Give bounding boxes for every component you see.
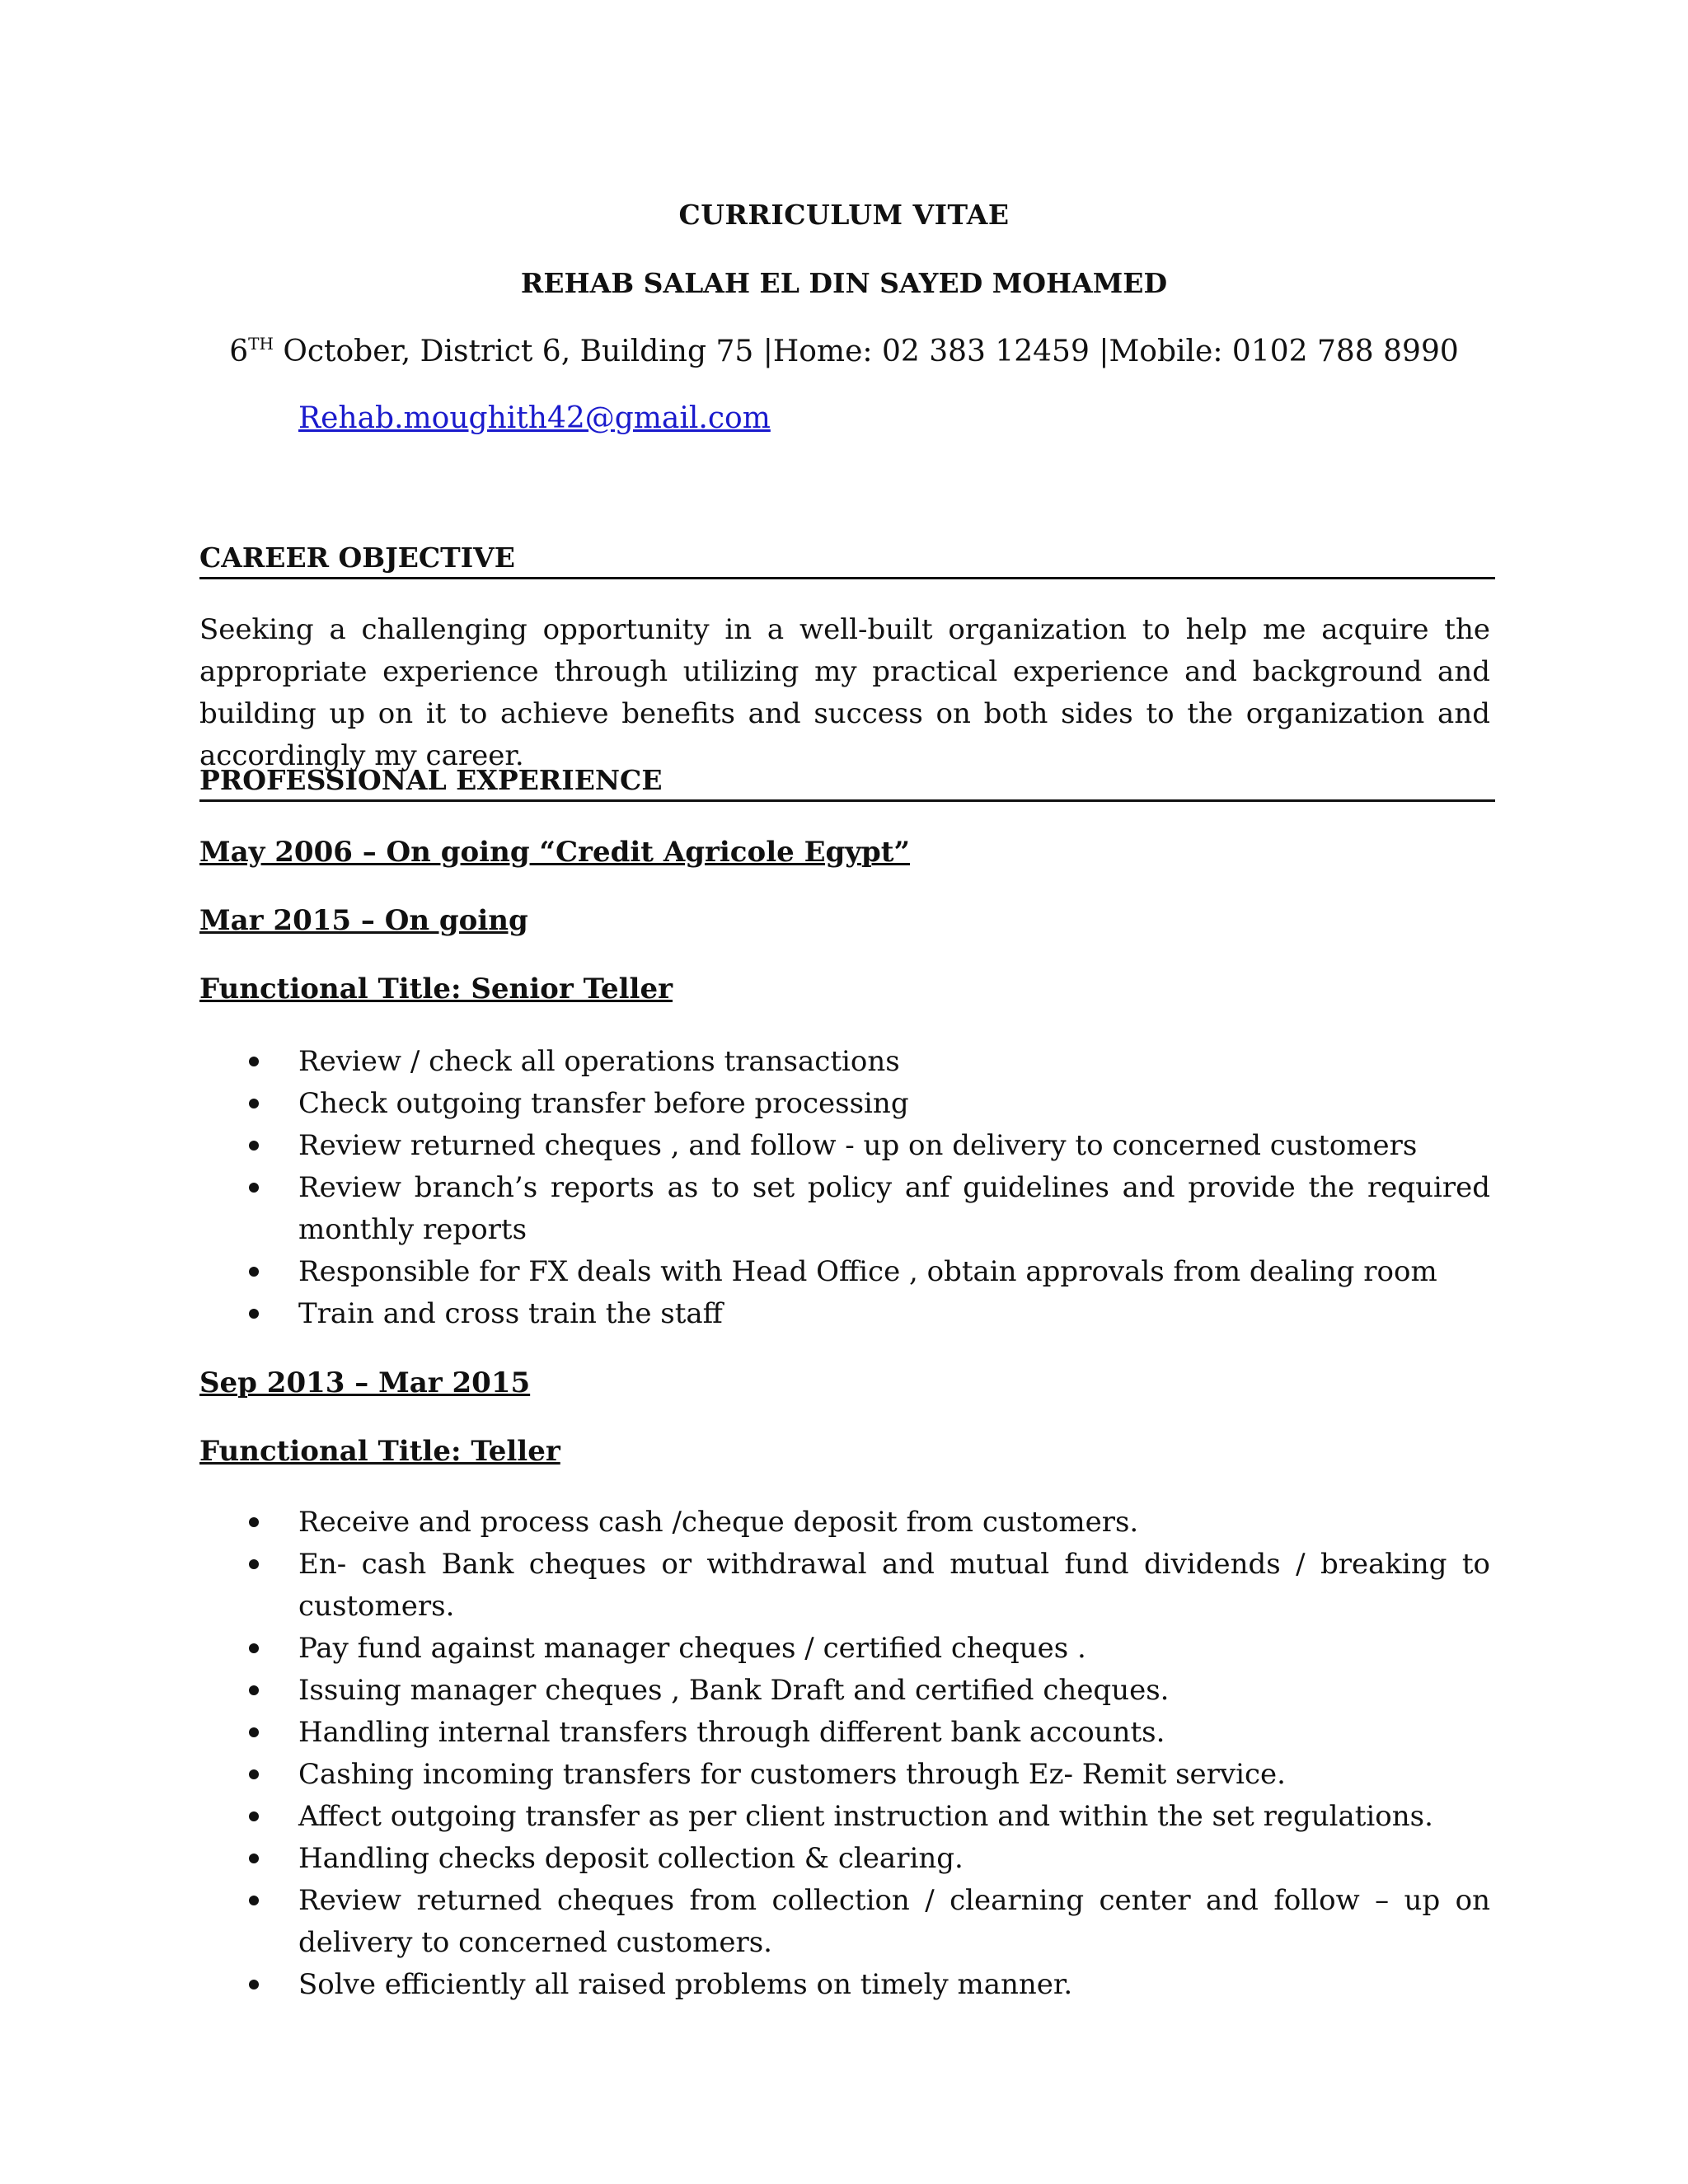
list-item — [199, 1964, 1490, 2006]
list-item-text: Cashing incoming transfers for customers through Ez- Remit service. — [298, 1758, 1286, 1791]
list-item-text: Affect outgoing transfer as per client instruction and within the set regulations. — [298, 1800, 1433, 1833]
bullet-icon — [249, 1183, 259, 1193]
list-item-text: Issuing manager cheques , Bank Draft and certified cheques. — [298, 1674, 1170, 1707]
candidate-name: REHAB SALAH EL DIN SAYED MOHAMED — [520, 267, 1168, 299]
employer-line: May 2006 – On going “Credit Agricole Egypt” — [199, 836, 911, 869]
list-item — [199, 1083, 1490, 1125]
bullet-icon — [249, 1517, 259, 1527]
list-item-text: Handling checks deposit collection & clearing. — [298, 1842, 964, 1875]
list-item-text: Train and cross train the staff — [298, 1297, 723, 1330]
senior-teller-duties-list — [199, 1041, 1490, 1335]
role-period: Sep 2013 – Mar 2015 — [199, 1366, 531, 1399]
list-item — [199, 1502, 1490, 1544]
list-item — [199, 1041, 1490, 1083]
bullet-icon — [249, 1057, 259, 1066]
bullet-icon — [249, 1811, 259, 1821]
bullet-icon — [249, 1896, 259, 1905]
list-item-text: Check outgoing transfer before processing — [298, 1087, 909, 1120]
bullet-icon — [249, 1643, 259, 1653]
list-item-text: Review / check all operations transactions — [298, 1045, 900, 1078]
bullet-icon — [249, 1309, 259, 1319]
email-link[interactable]: Rehab.moughith42@gmail.com — [298, 401, 771, 435]
list-item — [199, 1293, 1490, 1335]
bullet-icon — [249, 1685, 259, 1695]
list-item — [199, 1125, 1490, 1167]
list-item-text: Review returned cheques , and follow - up on delivery to concerned customers — [298, 1129, 1418, 1162]
bullet-icon — [249, 1854, 259, 1863]
contact-line — [0, 334, 1688, 368]
bullet-icon — [249, 1980, 259, 1990]
list-item — [199, 1754, 1490, 1796]
teller-duties-list — [199, 1502, 1490, 2006]
list-item — [199, 1628, 1490, 1670]
bullet-icon — [249, 1727, 259, 1737]
list-item-text: Responsible for FX deals with Head Office , obtain approvals from dealing room — [298, 1255, 1437, 1288]
bullet-icon — [249, 1099, 259, 1108]
career-objective-text: Seeking a challenging opportunity in a well-built organization to help me acquire the appropriate experience through utilizing my practical experience and background and building up on it to achieve benefits and success on both sides to the organization and accordingly my career. — [199, 613, 1490, 772]
professional-experience-heading: PROFESSIONAL EXPERIENCE — [199, 764, 1495, 802]
contact-prefix: 6 — [229, 335, 249, 368]
bullet-icon — [249, 1141, 259, 1151]
list-item — [199, 1796, 1490, 1838]
list-item — [199, 1544, 1490, 1628]
bullet-icon — [249, 1769, 259, 1779]
list-item — [199, 1838, 1490, 1880]
list-item-text: Solve efficiently all raised problems on timely manner. — [298, 1968, 1073, 2001]
list-item — [199, 1712, 1490, 1754]
document-title: CURRICULUM VITAE — [678, 199, 1010, 231]
list-item — [199, 1880, 1490, 1964]
role-title: Functional Title: Senior Teller — [199, 972, 673, 1005]
role-period: Mar 2015 – On going — [199, 904, 528, 937]
list-item-text: En- cash Bank cheques or withdrawal and mutual fund dividends / breaking to customers. — [298, 1548, 1490, 1623]
role-title: Functional Title: Teller — [199, 1435, 560, 1468]
career-objective-heading: CAREER OBJECTIVE — [199, 541, 1495, 579]
list-item-text: Handling internal transfers through different bank accounts. — [298, 1716, 1165, 1749]
list-item-text: Receive and process cash /cheque deposit from customers. — [298, 1506, 1139, 1539]
bullet-icon — [249, 1559, 259, 1569]
list-item — [199, 1670, 1490, 1712]
bullet-icon — [249, 1267, 259, 1277]
list-item-text: Pay fund against manager cheques / certified cheques . — [298, 1632, 1086, 1665]
list-item — [199, 1167, 1490, 1251]
contact-details: October, District 6, Building 75 |Home: 02 383 12459 |Mobile: 0102 788 8990 — [273, 335, 1459, 368]
list-item — [199, 1251, 1490, 1293]
list-item-text: Review branch’s reports as to set policy anf guidelines and provide the required monthly reports — [298, 1171, 1490, 1246]
list-item-text: Review returned cheques from collection / clearning center and follow – up on delivery to concerned customers. — [298, 1884, 1490, 1959]
contact-superscript: TH — [248, 334, 274, 354]
